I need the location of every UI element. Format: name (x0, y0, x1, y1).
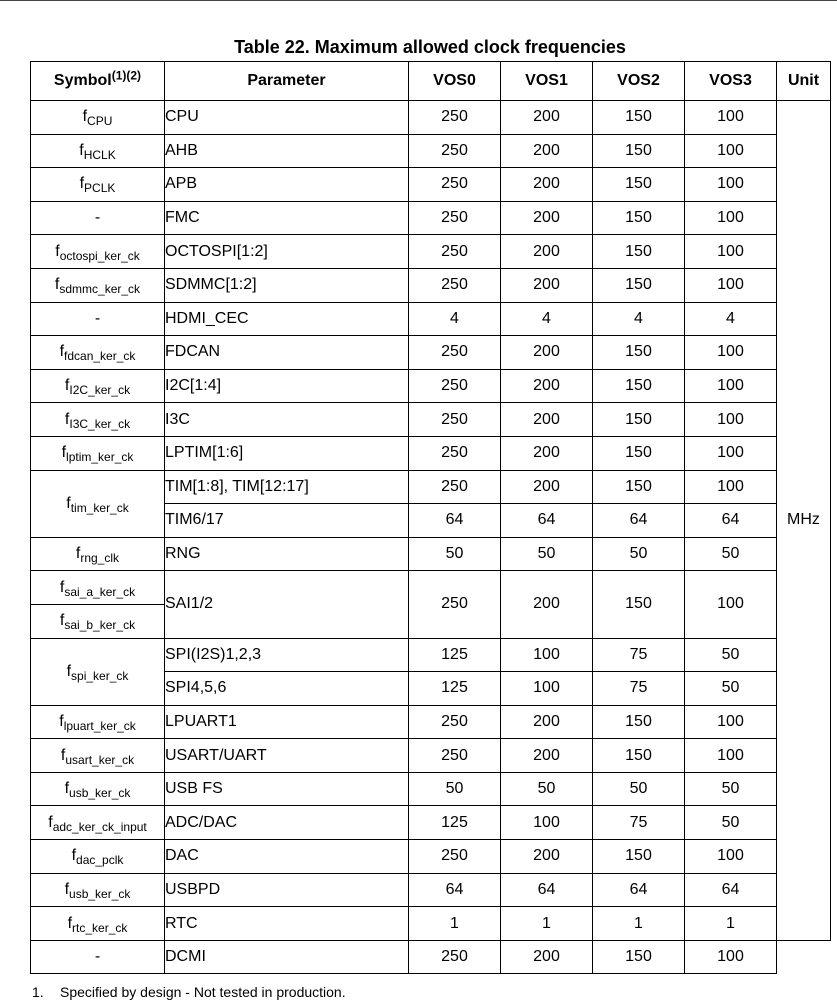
vos2-cell: 150 (593, 268, 685, 302)
table-row (31, 840, 831, 874)
vos2-cell: 150 (593, 101, 685, 135)
vos2-cell: 4 (593, 302, 685, 336)
vos0-cell: 250 (409, 739, 501, 773)
vos0-cell: 250 (409, 336, 501, 370)
vos1-cell: 200 (501, 101, 593, 135)
vos3-cell: 100 (685, 840, 777, 874)
vos3-cell: 100 (685, 940, 777, 974)
parameter-cell: I3C (165, 403, 409, 437)
symbol-cell: - (31, 940, 165, 974)
vos1-cell: 64 (501, 873, 593, 907)
symbol-cell: $f_{fdcan\_ker\_ck}$ (31, 336, 165, 370)
vos2-cell: 150 (593, 403, 685, 437)
parameter-cell: RNG (165, 537, 409, 571)
table-row (31, 369, 831, 403)
vos0-cell: 250 (409, 369, 501, 403)
symbol-cell: $f_{rng\_clk}$ (31, 537, 165, 571)
symbol-cell: $f_{adc\_ker\_ck\_input}$ (31, 806, 165, 840)
vos3-cell: 4 (685, 302, 777, 336)
table-row (31, 940, 831, 974)
table-caption: Table 22. Maximum allowed clock frequencies (234, 37, 626, 57)
vos1-cell: 200 (501, 201, 593, 235)
vos1-cell: 200 (501, 739, 593, 773)
vos3-cell: 100 (685, 436, 777, 470)
vos1-cell: 200 (501, 840, 593, 874)
vos0-cell: 125 (409, 672, 501, 706)
vos3-cell: 100 (685, 134, 777, 168)
vos0-cell: 250 (409, 571, 501, 638)
table-row (31, 201, 831, 235)
vos0-cell: 250 (409, 235, 501, 269)
vos2-cell: 150 (593, 470, 685, 504)
vos0-cell: 250 (409, 940, 501, 974)
parameter-cell: I2C[1:4] (165, 369, 409, 403)
table-row (31, 873, 831, 907)
vos1-cell: 200 (501, 571, 593, 638)
vos3-cell: 64 (685, 873, 777, 907)
table-row (31, 470, 831, 504)
footnote (32, 983, 346, 1001)
vos1-cell: 200 (501, 134, 593, 168)
parameter-cell: LPUART1 (165, 705, 409, 739)
vos1-cell: 200 (501, 336, 593, 370)
vos0-cell: 250 (409, 436, 501, 470)
vos3-cell: 100 (685, 369, 777, 403)
parameter-cell: RTC (165, 907, 409, 941)
symbol-cell: $f_{usb\_ker\_ck}$ (31, 772, 165, 806)
vos3-cell: 100 (685, 268, 777, 302)
table-row (31, 403, 831, 437)
vos2-cell: 50 (593, 537, 685, 571)
symbol-cell: $f_{I3C\_ker\_ck}$ (31, 403, 165, 437)
vos0-cell: 4 (409, 302, 501, 336)
parameter-cell: USART/UART (165, 739, 409, 773)
vos0-cell: 50 (409, 772, 501, 806)
table-row (31, 806, 831, 840)
parameter-cell: FMC (165, 201, 409, 235)
header-vos2: VOS2 (593, 62, 685, 101)
parameter-cell: APB (165, 168, 409, 202)
parameter-cell: SDMMC[1:2] (165, 268, 409, 302)
vos0-cell: 250 (409, 201, 501, 235)
table-row (31, 772, 831, 806)
vos0-cell: 125 (409, 806, 501, 840)
vos1-cell: 100 (501, 672, 593, 706)
vos1-cell: 4 (501, 302, 593, 336)
vos0-cell: 125 (409, 638, 501, 672)
symbol-cell: $f_{lpuart\_ker\_ck}$ (31, 705, 165, 739)
vos0-cell: 250 (409, 403, 501, 437)
vos2-cell: 75 (593, 672, 685, 706)
vos1-cell: 200 (501, 940, 593, 974)
vos2-cell: 150 (593, 571, 685, 638)
vos1-cell: 1 (501, 907, 593, 941)
vos3-cell: 1 (685, 907, 777, 941)
parameter-cell: TIM[1:8], TIM[12:17] (165, 470, 409, 504)
header-vos0: VOS0 (409, 62, 501, 101)
vos3-cell: 50 (685, 537, 777, 571)
vos1-cell: 200 (501, 235, 593, 269)
parameter-cell: AHB (165, 134, 409, 168)
vos0-cell: 250 (409, 101, 501, 135)
table-row (31, 336, 831, 370)
table-row (31, 638, 831, 672)
symbol-cell: $f_{HCLK}$ (31, 134, 165, 168)
vos0-cell: 250 (409, 470, 501, 504)
vos2-cell: 150 (593, 134, 685, 168)
symbol-cell: - (31, 302, 165, 336)
parameter-cell: OCTOSPI[1:2] (165, 235, 409, 269)
vos3-cell: 100 (685, 470, 777, 504)
footnote-text: Specified by design - Not tested in production. (60, 984, 346, 1000)
vos1-cell: 200 (501, 369, 593, 403)
symbol-cell: $f_{spi\_ker\_ck}$ (31, 638, 165, 705)
page-top-rule (0, 0, 837, 1)
header-vos1: VOS1 (501, 62, 593, 101)
symbol-cell: $f_{sai\_a\_ker\_ck}$ (31, 571, 165, 605)
vos0-cell: 250 (409, 134, 501, 168)
vos1-cell: 200 (501, 168, 593, 202)
header-row (31, 62, 831, 101)
vos3-cell: 50 (685, 772, 777, 806)
parameter-cell: TIM6/17 (165, 504, 409, 538)
vos2-cell: 75 (593, 638, 685, 672)
parameter-cell: SPI(I2S)1,2,3 (165, 638, 409, 672)
vos2-cell: 150 (593, 201, 685, 235)
header-parameter: Parameter (165, 62, 409, 101)
header-unit: Unit (777, 62, 831, 101)
vos2-cell: 150 (593, 369, 685, 403)
vos3-cell: 50 (685, 638, 777, 672)
symbol-cell: $f_{CPU}$ (31, 101, 165, 135)
vos1-cell: 50 (501, 537, 593, 571)
vos1-cell: 200 (501, 403, 593, 437)
symbol-cell: $f_{usb\_ker\_ck}$ (31, 873, 165, 907)
table-row (31, 571, 831, 605)
vos2-cell: 150 (593, 436, 685, 470)
table-row (31, 268, 831, 302)
symbol-cell: $f_{usart\_ker\_ck}$ (31, 739, 165, 773)
vos2-cell: 50 (593, 772, 685, 806)
vos1-cell: 50 (501, 772, 593, 806)
table-row (31, 739, 831, 773)
vos2-cell: 64 (593, 873, 685, 907)
vos1-cell: 100 (501, 638, 593, 672)
table-row (31, 436, 831, 470)
parameter-cell: CPU (165, 101, 409, 135)
symbol-cell: $f_{dac\_pclk}$ (31, 840, 165, 874)
vos3-cell: 64 (685, 504, 777, 538)
vos3-cell: 100 (685, 235, 777, 269)
table-row (31, 537, 831, 571)
symbol-cell: $f_{octospi\_ker\_ck}$ (31, 235, 165, 269)
vos3-cell: 50 (685, 806, 777, 840)
vos3-cell: 50 (685, 672, 777, 706)
vos3-cell: 100 (685, 739, 777, 773)
vos3-cell: 100 (685, 705, 777, 739)
symbol-cell: - (31, 201, 165, 235)
clock-frequency-table (30, 61, 831, 974)
parameter-cell: HDMI_CEC (165, 302, 409, 336)
table-row (31, 907, 831, 941)
vos2-cell: 150 (593, 739, 685, 773)
parameter-cell: SPI4,5,6 (165, 672, 409, 706)
vos3-cell: 100 (685, 168, 777, 202)
vos0-cell: 1 (409, 907, 501, 941)
symbol-cell: $f_{PCLK}$ (31, 168, 165, 202)
unit-cell: MHz (777, 101, 831, 941)
table-row (31, 705, 831, 739)
vos3-cell: 100 (685, 571, 777, 638)
symbol-cell: $f_{rtc\_ker\_ck}$ (31, 907, 165, 941)
vos0-cell: 250 (409, 705, 501, 739)
vos2-cell: 150 (593, 168, 685, 202)
vos0-cell: 250 (409, 168, 501, 202)
parameter-cell: USBPD (165, 873, 409, 907)
symbol-cell: $f_{sai\_b\_ker\_ck}$ (31, 604, 165, 638)
table-row (31, 168, 831, 202)
vos3-cell: 100 (685, 403, 777, 437)
symbol-cell: $f_{sdmmc\_ker\_ck}$ (31, 268, 165, 302)
parameter-cell: FDCAN (165, 336, 409, 370)
vos0-cell: 250 (409, 268, 501, 302)
vos3-cell: 100 (685, 336, 777, 370)
vos3-cell: 100 (685, 201, 777, 235)
vos0-cell: 64 (409, 873, 501, 907)
vos2-cell: 64 (593, 504, 685, 538)
table-row (31, 302, 831, 336)
vos1-cell: 200 (501, 470, 593, 504)
symbol-cell: $f_{I2C\_ker\_ck}$ (31, 369, 165, 403)
vos3-cell: 100 (685, 101, 777, 135)
vos1-cell: 200 (501, 436, 593, 470)
parameter-cell: DCMI (165, 940, 409, 974)
parameter-cell: SAI1/2 (165, 571, 409, 638)
vos2-cell: 150 (593, 940, 685, 974)
parameter-cell: DAC (165, 840, 409, 874)
vos2-cell: 75 (593, 806, 685, 840)
vos2-cell: 1 (593, 907, 685, 941)
header-symbol: Symbol$^{(1)(2)}$ (31, 62, 165, 101)
symbol-cell: $f_{tim\_ker\_ck}$ (31, 470, 165, 537)
parameter-cell: LPTIM[1:6] (165, 436, 409, 470)
parameter-cell: USB FS (165, 772, 409, 806)
parameter-cell: ADC/DAC (165, 806, 409, 840)
vos0-cell: 50 (409, 537, 501, 571)
table-row (31, 235, 831, 269)
vos1-cell: 200 (501, 705, 593, 739)
symbol-cell: $f_{lptim\_ker\_ck}$ (31, 436, 165, 470)
footnote-number: 1. (32, 984, 44, 1000)
vos2-cell: 150 (593, 336, 685, 370)
vos2-cell: 150 (593, 840, 685, 874)
vos1-cell: 100 (501, 806, 593, 840)
vos2-cell: 150 (593, 705, 685, 739)
table-row (31, 101, 831, 135)
vos1-cell: 200 (501, 268, 593, 302)
vos1-cell: 64 (501, 504, 593, 538)
vos0-cell: 250 (409, 840, 501, 874)
vos0-cell: 64 (409, 504, 501, 538)
vos2-cell: 150 (593, 235, 685, 269)
table-row (31, 134, 831, 168)
header-vos3: VOS3 (685, 62, 777, 101)
